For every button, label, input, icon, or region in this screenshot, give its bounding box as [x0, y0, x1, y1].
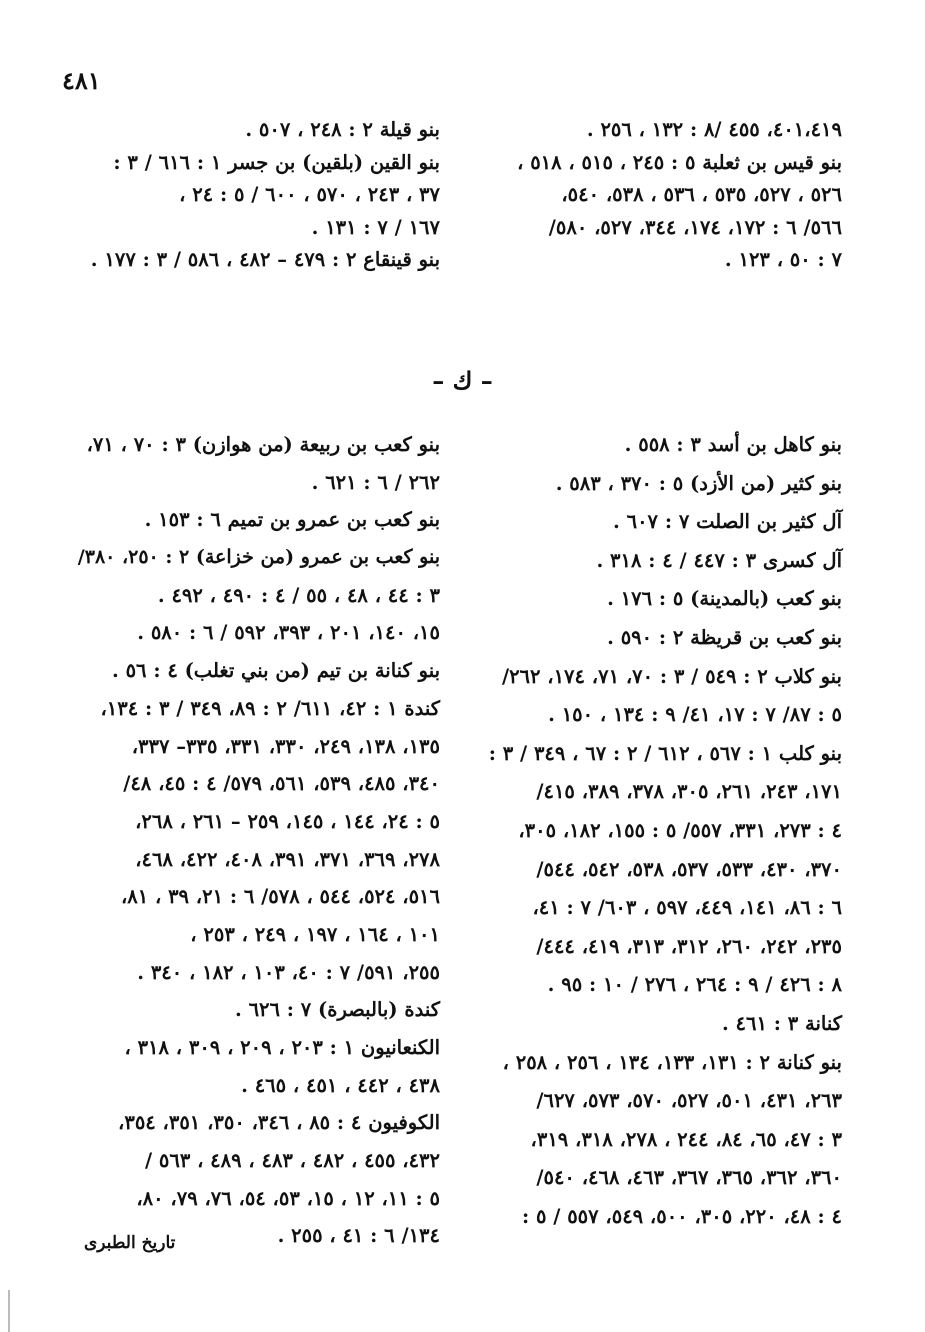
index-line: ١٦٧ / ٧ : ١٣١ .	[311, 215, 440, 239]
index-line: ٢٦٣، ٤٣١، ٥٠١، ٥٢٧، ٥٧٠، ٥٧٣، ٦٢٧/	[536, 1089, 842, 1113]
index-line: ٣ : ٤٤ ، ٤٨ ، ٥٥ / ٤ : ٤٩٠ ، ٤٩٢ .	[157, 583, 440, 607]
index-line: ١٧١، ٢٤٣، ٢٦١، ٣٠٥، ٣٧٨، ٣٨٩، ٤١٥/	[536, 780, 842, 804]
margin-mark	[8, 1290, 10, 1332]
index-line: بنو قيس بن ثعلبة ٥ : ٢٤٥ ، ٥١٥ ، ٥١٨ ،	[517, 150, 842, 174]
index-line: ٣٦٠، ٣٦٢، ٣٦٥، ٣٦٧، ٤٦٣، ٤٦٨، ٥٤٠/	[536, 1166, 842, 1190]
index-line: ٢٣٥، ٢٤٢، ٢٦٠، ٣١٢، ٣١٣، ٤١٩، ٤٤٤/	[536, 934, 842, 958]
index-line: آل كسرى ٣ : ٤٤٧ / ٤ : ٣١٨ .	[596, 548, 842, 572]
index-line: بنو كثير (من الأزد) ٥ : ٣٧٠ ، ٥٨٣ .	[555, 471, 842, 495]
footer-signature: تاريخ الطبرى	[84, 1233, 176, 1253]
index-line: ٥١٦، ٥٢٤، ٥٤٤ ، ٥٧٨/ ٦ : ٢١، ٣٩ ، ٨١،	[120, 885, 440, 909]
index-line: ٧ : ٥٠ ، ١٢٣ .	[724, 248, 842, 271]
kaf-left-column	[70, 426, 440, 1255]
index-line: ٢٥٥، ٥٩١/ ٧ : ٤٠، ١٠٣ ، ١٨٢ ، ٣٤٠ .	[137, 960, 440, 984]
index-line: ٨ : ٤٢٦ / ٩ : ٢٦٤ ، ٢٧٦ / ١٠ : ٩٥ .	[547, 973, 842, 997]
top-left-column	[70, 114, 440, 277]
index-line: ٣٧٠، ٤٣٠، ٥٣٣، ٥٣٧، ٥٣٨، ٥٤٢، ٥٤٤/	[536, 857, 842, 881]
index-line: بنو قيلة ٢ : ٢٤٨ ، ٥٠٧ .	[245, 118, 440, 141]
index-line: الكنعانيون ١ : ٢٠٣ ، ٢٠٩ ، ٣٠٩ ، ٣١٨ ،	[124, 1036, 440, 1059]
index-line: ٤٣٢، ٤٥٥ ، ٤٨٢ ، ٤٨٣ ، ٤٨٩ ، ٥٦٣ /	[144, 1149, 440, 1173]
index-line: بنو كنانة بن تيم (من بني تغلب) ٤ : ٥٦ .	[112, 659, 440, 683]
index-line: ٥٦٦/ ٦ : ١٧٢، ١٧٤، ٣٤٤، ٥٢٧، ٥٨٠/	[548, 215, 842, 239]
index-line: ٤٣٨ ، ٤٤٢ ، ٤٥١ ، ٤٦٥ .	[241, 1073, 440, 1097]
index-line: آل كثير بن الصلت ٧ : ٦٠٧ .	[613, 510, 842, 534]
index-line: الكوفيون ٤ : ٨٥ ، ٣٤٦، ٣٥٠، ٣٥١، ٣٥٤،	[118, 1111, 440, 1135]
index-line: ١٥، ١٤٠، ٢٠١ ، ٣٩٣، ٥٩٢ / ٦ : ٥٨٠ .	[137, 621, 440, 645]
index-line: ٢٦٢ / ٦ : ٦٢١ .	[311, 470, 440, 494]
index-line: بنو كعب بن عمرو (من خزاعة) ٢ : ٢٥٠، ٣٨٠/	[77, 546, 440, 569]
index-line: ٤٠١،٤١٩، ٤٥٥ /٨ : ١٣٢ ، ٢٥٦ .	[586, 118, 842, 141]
index-line: ٦ : ٨٦، ١٤١، ٤٤٩، ٥٩٧ ، ٦٠٣/ ٧ : ٤١،	[532, 896, 842, 920]
index-line: ١٠١ ، ١٦٤ ، ١٩٧ ، ٢٤٩ ، ٢٥٣ ،	[190, 922, 440, 946]
index-line: ٥٢٦ ، ٥٢٧، ٥٣٥ ، ٥٣٦ ، ٥٣٨، ٥٤٠،	[561, 183, 842, 206]
index-line: كنانة ٣ : ٤٦١ .	[721, 1011, 842, 1035]
index-line: بنو كاهل بن أسد ٣ : ٥٥٨ .	[624, 433, 842, 456]
index-line: بنو كلب ١ : ٥٦٧ ، ٦١٢ / ٢ : ٦٧ ، ٣٤٩ / ٣ :	[488, 741, 842, 765]
index-line: كندة ١ : ٤٢، ٦١١/ ٢ : ٨٩، ٣٤٩ / ٣ : ١٣٤،	[100, 696, 440, 720]
index-line: بنو كلاب ٢ : ٥٤٩ / ٣ : ٧٠، ٧١، ١٧٤، ٢٦٢/	[501, 664, 842, 688]
top-right-column	[470, 114, 842, 277]
index-line: بنو كعب (بالمدينة) ٥ : ١٧٦ .	[607, 587, 842, 611]
index-line: ٤ : ٤٨، ٢٢٠، ٣٠٥، ٥٠٠، ٥٤٩، ٥٥٧ / ٥ :	[522, 1204, 842, 1228]
index-line: ٤ : ٢٧٣، ٣٣١، ٥٥٧/ ٥ : ١٥٥، ١٨٢، ٣٠٥،	[518, 818, 842, 842]
index-line: ٣ : ٤٧، ٦٥، ٨٤، ٢٤٤ ، ٢٧٨، ٣١٨، ٣١٩،	[530, 1127, 842, 1151]
index-line: ٣٧ ، ٢٤٣ ، ٥٧٠ ، ٦٠٠ / ٥ : ٢٤ ،	[179, 183, 440, 206]
index-line: بنو كنانة ٢ : ١٣١، ١٣٣، ١٣٤ ، ٢٥٦ ، ٢٥٨ ،	[502, 1050, 842, 1074]
index-line: ١٣٤/ ٦ : ٤١ ، ٢٥٥ .	[277, 1224, 440, 1248]
index-line: ٥ : ٨٧/ ٧ : ١٧، ٤١/ ٩ : ١٣٤ ، ١٥٠ .	[548, 703, 842, 727]
index-line: بنو كعب بن قريظة ٢ : ٥٩٠ .	[607, 625, 842, 649]
index-line: بنو قينقاع ٢ : ٤٧٩ – ٤٨٢ ، ٥٨٦ / ٣ : ١٧٧ .	[90, 248, 440, 271]
kaf-right-column	[470, 426, 842, 1236]
index-line: ٢٧٨، ٣٦٩، ٣٧١، ٣٩١، ٤٠٨، ٤٢٢، ٤٦٨،	[135, 847, 440, 871]
section-heading: – ك –	[432, 366, 493, 395]
index-line: كندة (بالبصرة) ٧ : ٦٢٦ .	[235, 998, 440, 1022]
index-line: بنو كعب بن ربيعة (من هوازن) ٣ : ٧٠ ، ٧١،	[86, 433, 440, 456]
index-line: ٥ : ٢٤، ١٤٤ ، ١٤٥، ٢٥٩ – ٢٦١ ، ٢٦٨،	[135, 809, 440, 833]
index-line: ٥ : ١١، ١٢ ، ١٥، ٥٣، ٥٤، ٧٦، ٧٩، ٨٠،	[136, 1186, 440, 1210]
index-line: بنو القين (بلقين) بن جسر ١ : ٦١٦ / ٣ :	[113, 150, 440, 174]
index-line: ١٣٥، ١٣٨، ٢٤٩، ٣٣٠، ٣٣١، ٣٣٥– ٣٣٧،	[131, 734, 440, 758]
index-line: ٣٤٠، ٤٨٥، ٥٣٩، ٥٦١، ٥٧٩/ ٤ : ٤٥، ٤٨/	[123, 772, 440, 796]
page-number: ٤٨١	[62, 66, 101, 95]
index-line: بنو كعب بن عمرو بن تميم ٦ : ١٥٣ .	[144, 508, 440, 532]
